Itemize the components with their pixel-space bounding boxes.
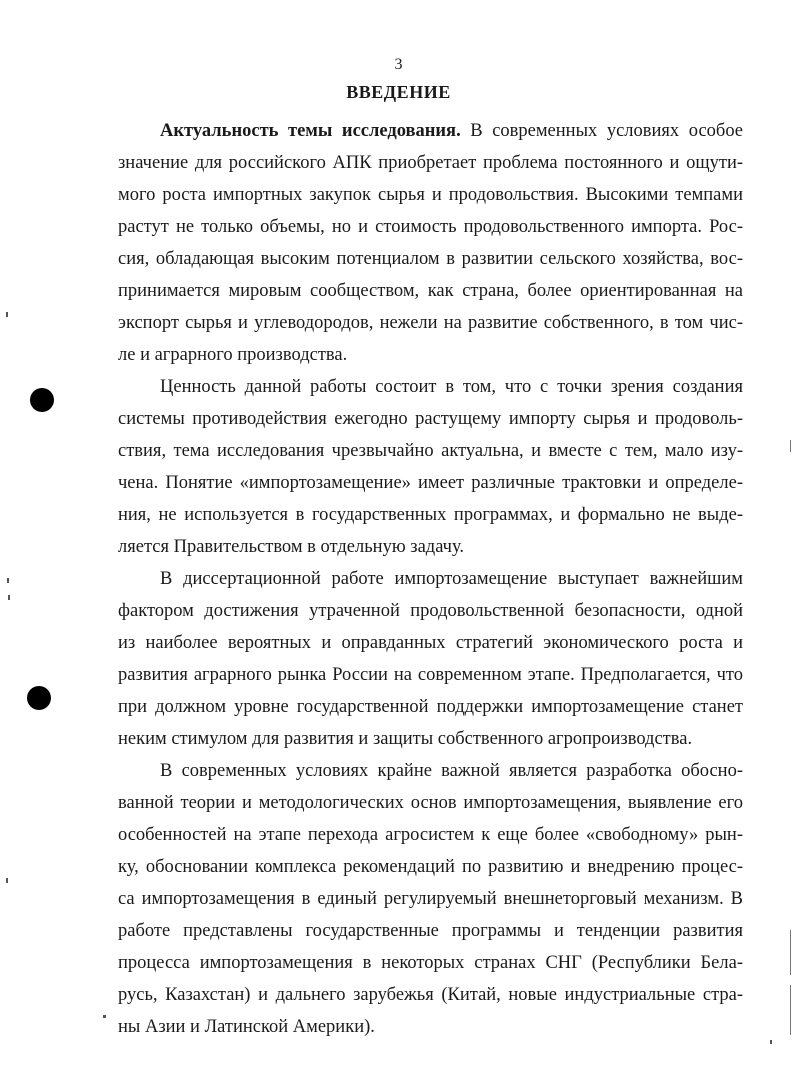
scan-edge-line: [790, 930, 791, 975]
scan-speck: [7, 578, 9, 583]
lead-phrase: Актуальность темы исследования.: [160, 121, 461, 141]
text-line: сия, обладающая высоким потенциалом в развитии сельского хозяйства, вос-: [118, 249, 743, 269]
scan-speck: [8, 595, 10, 600]
text-line: ляется Правительством в отдельную задачу.: [118, 537, 464, 557]
text-line: неким стимулом для развития и защиты собственного агропроизводства.: [118, 729, 693, 749]
scan-speck: [6, 878, 8, 883]
text-line: В современных условиях крайне важной является разработка обосно-: [160, 761, 743, 781]
scan-edge-line: [790, 985, 791, 1035]
text-line: из наиболее вероятных и оправданных стратегий экономического роста и: [118, 633, 743, 653]
text-line: ле и аграрного производства.: [118, 345, 348, 365]
scan-speck: [103, 1015, 106, 1018]
section-heading: ВВЕДЕНИЕ: [346, 82, 451, 102]
text-line: ны Азии и Латинской Америки).: [118, 1017, 375, 1037]
text-line: особенностей на этапе перехода агросистем к еще более «свободному» рын-: [118, 825, 743, 845]
text-line: ния, не используется в государственных программах, и формально не выде-: [118, 505, 743, 525]
text-line: работе представлены государственные программы и тенденции развития: [118, 921, 743, 941]
page-number: 3: [394, 56, 403, 73]
text-line: принимается мировым сообществом, как страна, более ориентированная на: [118, 281, 743, 301]
text-line: системы противодействия ежегодно растущему импорту сырья и продоволь-: [118, 409, 743, 429]
text-line: са импортозамещения в единый регулируемый внешнеторговый механизм. В: [118, 889, 743, 909]
text-line: развития аграрного рынка России на современном этапе. Предполагается, что: [118, 665, 743, 685]
text-line: мого роста импортных закупок сырья и продовольствия. Высокими темпами: [118, 185, 743, 205]
text-line: процесса импортозамещения в некоторых странах СНГ (Республики Бела-: [118, 953, 743, 973]
scan-edge-line: [790, 440, 791, 452]
text-line: ванной теории и методологических основ импортозамещения, выявление его: [118, 793, 743, 813]
text-line: русь, Казахстан) и дальнего зарубежья (Китай, новые индустриальные стра-: [118, 985, 743, 1005]
binder-hole-mark: [30, 388, 54, 412]
text-line: при должном уровне государственной поддержки импортозамещение станет: [118, 697, 743, 717]
text-line: В диссертационной работе импортозамещение выступает важнейшим: [160, 569, 743, 589]
text-line: Ценность данной работы состоит в том, что с точки зрения создания: [160, 377, 743, 397]
text-line: ку, обосновании комплекса рекомендаций по развитию и внедрению процес-: [118, 857, 743, 877]
text-line: растут не только объемы, но и стоимость продовольственного импорта. Рос-: [118, 217, 743, 237]
scan-speck: [6, 312, 8, 317]
text-line: ствия, тема исследования чрезвычайно актуальна, и вместе с тем, мало изу-: [118, 441, 743, 461]
text-line: чена. Понятие «импортозамещение» имеет различные трактовки и определе-: [118, 473, 743, 493]
text-line: фактором достижения утраченной продовольственной безопасности, одной: [118, 601, 743, 621]
text-line: Актуальность темы исследования. В современных условиях особое: [160, 121, 743, 141]
binder-hole-mark: [27, 686, 51, 710]
scan-speck: [770, 1040, 772, 1044]
text-line: значение для российского АПК приобретает проблема постоянного и ощути-: [118, 153, 743, 173]
text-line: экспорт сырья и углеводородов, нежели на развитие собственного, в том чис-: [118, 313, 743, 333]
